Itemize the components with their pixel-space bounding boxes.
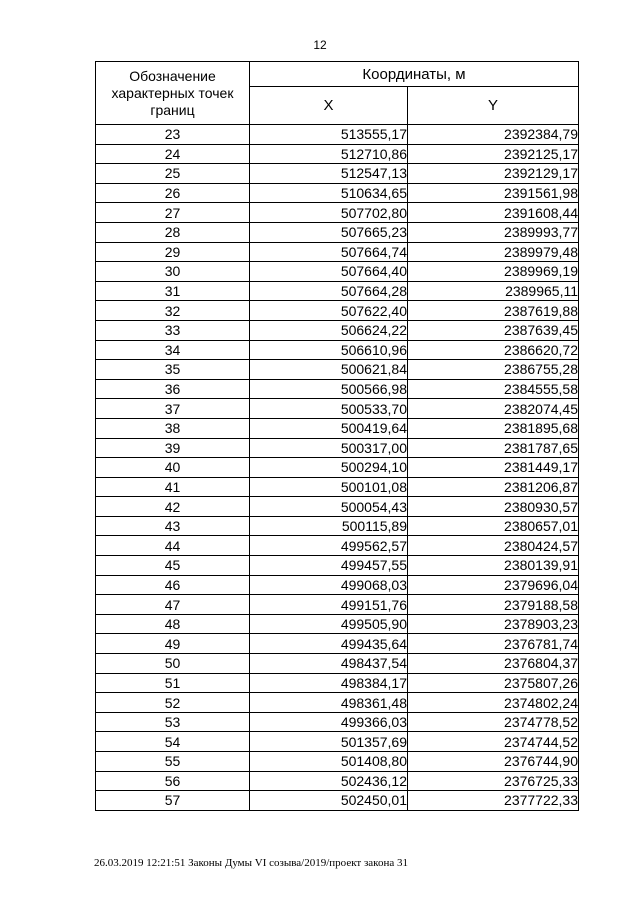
cell-point: 43 — [96, 516, 250, 536]
table-row — [96, 125, 579, 145]
cell-x: 512547,13 — [250, 164, 408, 184]
table-row — [96, 477, 579, 497]
cell-y: 2381787,65 — [408, 438, 579, 458]
cell-point: 45 — [96, 556, 250, 576]
cell-y: 2381206,87 — [408, 477, 579, 497]
footer-stamp: 26.03.2019 12:21:51 Законы Думы VI созыва/2019/проект закона 31 — [94, 857, 408, 869]
cell-point: 51 — [96, 673, 250, 693]
cell-y: 2382074,45 — [408, 399, 579, 419]
cell-x: 500419,64 — [250, 418, 408, 438]
cell-point: 24 — [96, 144, 250, 164]
cell-x: 507702,80 — [250, 203, 408, 223]
cell-y: 2376725,33 — [408, 771, 579, 791]
cell-point: 30 — [96, 262, 250, 282]
table-row — [96, 281, 579, 301]
cell-y: 2389979,48 — [408, 242, 579, 262]
cell-point: 25 — [96, 164, 250, 184]
table-row — [96, 614, 579, 634]
table-row — [96, 399, 579, 419]
table-row — [96, 360, 579, 380]
cell-y: 2391561,98 — [408, 183, 579, 203]
cell-y: 2392129,17 — [408, 164, 579, 184]
cell-y: 2380424,57 — [408, 536, 579, 556]
cell-y: 2381449,17 — [408, 458, 579, 478]
cell-y: 2389969,19 — [408, 262, 579, 282]
table-row — [96, 320, 579, 340]
cell-y: 2380930,57 — [408, 497, 579, 517]
cell-y: 2378903,23 — [408, 614, 579, 634]
cell-y: 2387619,88 — [408, 301, 579, 321]
table-row — [96, 693, 579, 713]
cell-point: 50 — [96, 654, 250, 674]
cell-point: 47 — [96, 595, 250, 615]
cell-point: 54 — [96, 732, 250, 752]
cell-x: 500621,84 — [250, 360, 408, 380]
cell-y: 2381895,68 — [408, 418, 579, 438]
cell-point: 46 — [96, 575, 250, 595]
table-row — [96, 340, 579, 360]
cell-x: 506610,96 — [250, 340, 408, 360]
cell-y: 2386620,72 — [408, 340, 579, 360]
table-row — [96, 595, 579, 615]
table-row — [96, 771, 579, 791]
table-row — [96, 379, 579, 399]
table-row — [96, 516, 579, 536]
cell-y: 2376804,37 — [408, 654, 579, 674]
header-x: X — [250, 87, 408, 125]
table-row — [96, 654, 579, 674]
cell-y: 2376744,90 — [408, 752, 579, 772]
cell-x: 500101,08 — [250, 477, 408, 497]
table-row — [96, 164, 579, 184]
cell-x: 502450,01 — [250, 791, 408, 811]
cell-point: 38 — [96, 418, 250, 438]
cell-point: 53 — [96, 712, 250, 732]
header-coordinates: Координаты, м — [250, 62, 579, 87]
cell-x: 499562,57 — [250, 536, 408, 556]
cell-point: 32 — [96, 301, 250, 321]
cell-point: 49 — [96, 634, 250, 654]
cell-y: 2379188,58 — [408, 595, 579, 615]
cell-point: 57 — [96, 791, 250, 811]
cell-point: 56 — [96, 771, 250, 791]
cell-point: 27 — [96, 203, 250, 223]
cell-point: 33 — [96, 320, 250, 340]
cell-x: 506624,22 — [250, 320, 408, 340]
table-row — [96, 222, 579, 242]
cell-point: 55 — [96, 752, 250, 772]
cell-point: 42 — [96, 497, 250, 517]
table-row — [96, 673, 579, 693]
table-row — [96, 575, 579, 595]
table-row — [96, 497, 579, 517]
table-row — [96, 203, 579, 223]
cell-point: 29 — [96, 242, 250, 262]
cell-y: 2389993,77 — [408, 222, 579, 242]
cell-x: 513555,17 — [250, 125, 408, 145]
cell-point: 35 — [96, 360, 250, 380]
cell-point: 52 — [96, 693, 250, 713]
cell-x: 507664,74 — [250, 242, 408, 262]
cell-x: 500294,10 — [250, 458, 408, 478]
cell-x: 510634,65 — [250, 183, 408, 203]
cell-y: 2384555,58 — [408, 379, 579, 399]
cell-y: 2379696,04 — [408, 575, 579, 595]
cell-y: 2375807,26 — [408, 673, 579, 693]
cell-x: 500533,70 — [250, 399, 408, 419]
table-row — [96, 418, 579, 438]
cell-x: 499068,03 — [250, 575, 408, 595]
cell-y: 2374778,52 — [408, 712, 579, 732]
cell-x: 507664,40 — [250, 262, 408, 282]
table-row — [96, 536, 579, 556]
table-row — [96, 301, 579, 321]
cell-point: 34 — [96, 340, 250, 360]
cell-x: 512710,86 — [250, 144, 408, 164]
table-body — [96, 125, 579, 811]
cell-x: 500054,43 — [250, 497, 408, 517]
cell-x: 501408,80 — [250, 752, 408, 772]
header-y: Y — [408, 87, 579, 125]
cell-point: 39 — [96, 438, 250, 458]
cell-y: 2374802,24 — [408, 693, 579, 713]
cell-x: 502436,12 — [250, 771, 408, 791]
table-row — [96, 634, 579, 654]
table-row — [96, 712, 579, 732]
table-row — [96, 183, 579, 203]
cell-point: 48 — [96, 614, 250, 634]
table-row — [96, 438, 579, 458]
cell-x: 500115,89 — [250, 516, 408, 536]
cell-point: 36 — [96, 379, 250, 399]
cell-y: 2392384,79 — [408, 125, 579, 145]
cell-point: 37 — [96, 399, 250, 419]
cell-x: 500566,98 — [250, 379, 408, 399]
cell-y: 2389965,11 — [408, 281, 579, 301]
header-designation: Обозначение характерных точек границ — [96, 62, 250, 125]
cell-x: 499151,76 — [250, 595, 408, 615]
cell-point: 40 — [96, 458, 250, 478]
cell-y: 2387639,45 — [408, 320, 579, 340]
table-row — [96, 144, 579, 164]
cell-point: 44 — [96, 536, 250, 556]
cell-y: 2392125,17 — [408, 144, 579, 164]
table-row — [96, 791, 579, 811]
page-number: 12 — [313, 38, 327, 52]
table-row — [96, 556, 579, 576]
cell-x: 498384,17 — [250, 673, 408, 693]
cell-y: 2377722,33 — [408, 791, 579, 811]
cell-x: 500317,00 — [250, 438, 408, 458]
cell-y: 2374744,52 — [408, 732, 579, 752]
cell-point: 31 — [96, 281, 250, 301]
cell-point: 28 — [96, 222, 250, 242]
cell-y: 2376781,74 — [408, 634, 579, 654]
cell-point: 26 — [96, 183, 250, 203]
cell-y: 2391608,44 — [408, 203, 579, 223]
table-row — [96, 458, 579, 478]
table-row — [96, 262, 579, 282]
cell-x: 507664,28 — [250, 281, 408, 301]
cell-y: 2380657,01 — [408, 516, 579, 536]
table-row — [96, 242, 579, 262]
cell-x: 498361,48 — [250, 693, 408, 713]
table-row — [96, 732, 579, 752]
cell-y: 2380139,91 — [408, 556, 579, 576]
table-header — [96, 62, 579, 125]
cell-x: 498437,54 — [250, 654, 408, 674]
cell-point: 23 — [96, 125, 250, 145]
cell-x: 499435,64 — [250, 634, 408, 654]
cell-x: 507622,40 — [250, 301, 408, 321]
cell-x: 499457,55 — [250, 556, 408, 576]
cell-x: 501357,69 — [250, 732, 408, 752]
coordinates-table — [95, 61, 579, 811]
cell-x: 507665,23 — [250, 222, 408, 242]
cell-y: 2386755,28 — [408, 360, 579, 380]
cell-x: 499505,90 — [250, 614, 408, 634]
cell-x: 499366,03 — [250, 712, 408, 732]
table-row — [96, 752, 579, 772]
cell-point: 41 — [96, 477, 250, 497]
